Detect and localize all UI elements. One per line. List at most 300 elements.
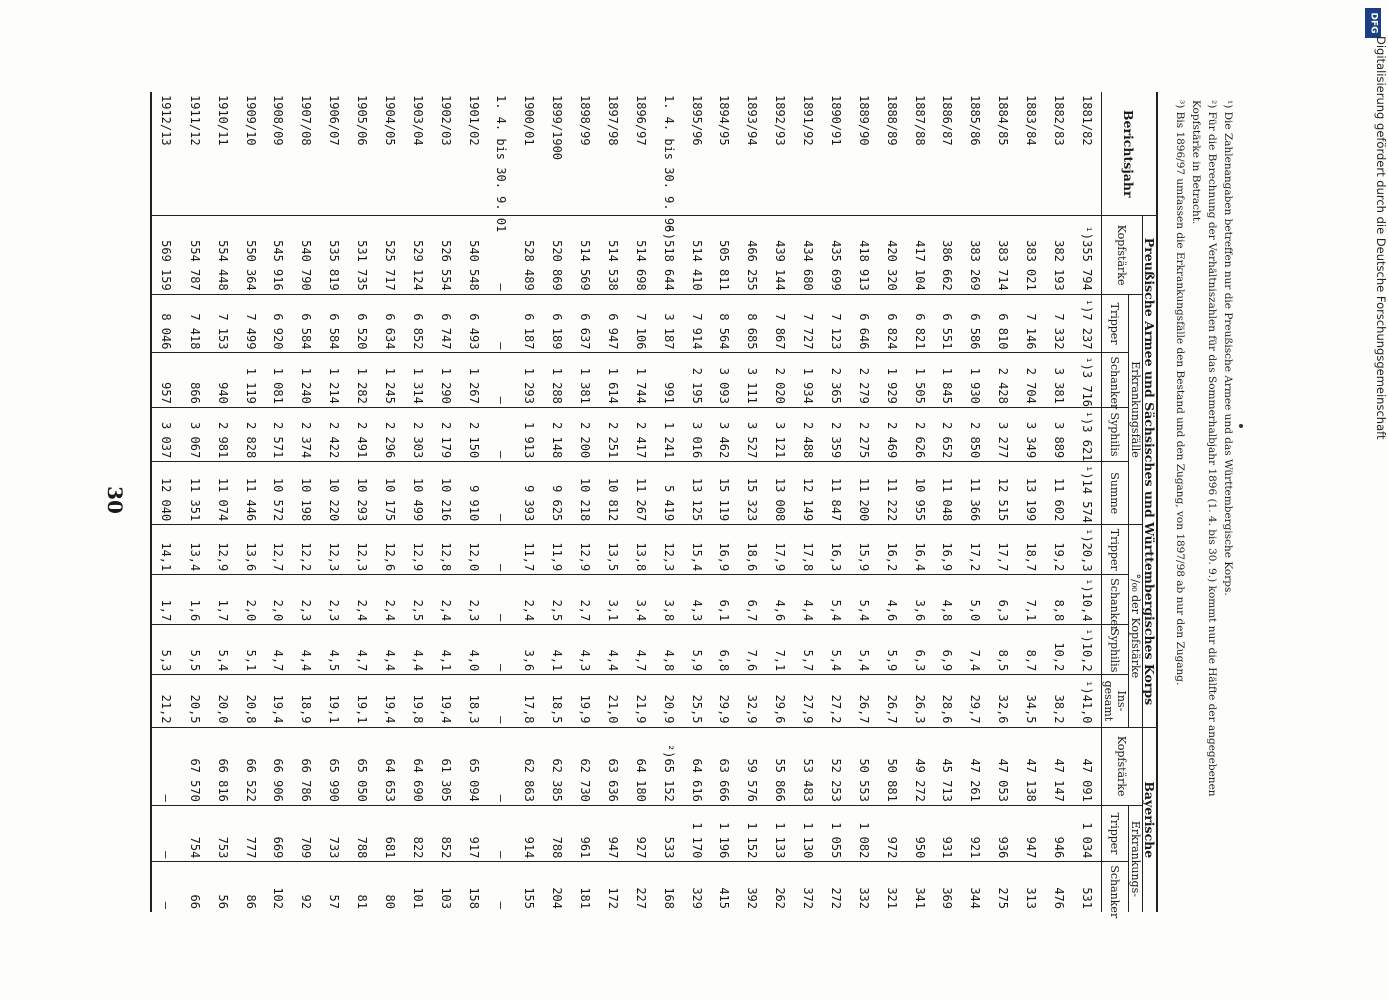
cell-bsc: 102 [271, 887, 286, 909]
table-row [487, 92, 515, 912]
cell-tr: 6 189 [543, 294, 571, 353]
cell-btr: 946 [1045, 805, 1073, 862]
cell-tr: 6 637 [571, 294, 599, 353]
cell-ptr: ¹)20,3 [1073, 525, 1102, 575]
cell-bsc: 531 [1079, 887, 1094, 909]
cell-tr: 6 824 [878, 294, 906, 353]
cell-ks: 531 735 [348, 216, 376, 294]
cell-psy: 4,7 [348, 625, 376, 675]
cell-btr: 822 [404, 805, 432, 862]
cell-ks: 569 159 [151, 216, 181, 294]
cell-sc: 1 288 [543, 353, 571, 407]
cell-su: 10 572 [264, 462, 292, 525]
cell-bks: — [151, 727, 181, 805]
year-cell: 1897/98 [599, 92, 627, 216]
cell-sy: 2 359 [822, 407, 850, 461]
year-cell: 1904/05 [376, 92, 404, 216]
cell-ptr: 16,3 [822, 525, 850, 575]
cell-bsc: 272 [828, 887, 843, 909]
table-row [348, 92, 376, 912]
cell-psy: 5,7 [794, 625, 822, 675]
cell-ptr: 12,3 [348, 525, 376, 575]
cell-sc: 2 365 [822, 353, 850, 407]
cell-pins: 32,9 [738, 675, 766, 727]
cell-bsc: 313 [1024, 887, 1039, 909]
cell-ks: 529 124 [404, 216, 432, 294]
cell-ks: 383 714 [989, 216, 1017, 294]
cell-tr: — [487, 294, 515, 353]
cell-ptr: — [487, 525, 515, 575]
cell-ks: 420 320 [878, 216, 906, 294]
cell-su: 13 008 [766, 462, 794, 525]
cell-sc: 940 [209, 353, 237, 407]
cell-tr: 7 123 [822, 294, 850, 353]
cell-psc: 4,6 [766, 575, 794, 625]
year-cell: 1882/83 [1045, 92, 1073, 216]
cell-sc: 991 [655, 353, 683, 407]
cell-psc: 6,7 [738, 575, 766, 625]
cell-sc: 2 279 [850, 353, 878, 407]
cell-psy: 4,4 [376, 625, 404, 675]
cell-ks: 505 811 [710, 216, 738, 294]
cell-tr: 6 810 [989, 294, 1017, 353]
cell-sy: — [487, 407, 515, 461]
cell-tr: 6 947 [599, 294, 627, 353]
cell-pins: — [487, 675, 515, 727]
year-cell: 1900/01 [515, 92, 543, 216]
cell-ptr: 11,9 [543, 525, 571, 575]
cell-su: 9 910 [460, 462, 488, 525]
table-row [1073, 92, 1102, 912]
year-cell: 1890/91 [822, 92, 850, 216]
year-cell: 1903/04 [404, 92, 432, 216]
table-row [460, 92, 488, 912]
footnote-1: ¹) Die Zahlenangaben betreffen nur die Preußische Armee und das Württembergische Korps. [1222, 100, 1234, 596]
cell-bks: 64 616 [683, 727, 711, 805]
cell-tr: 6 852 [404, 294, 432, 353]
cell-su: 10 175 [376, 462, 404, 525]
cell-pins: 38,2 [1045, 675, 1073, 727]
cell-psc: 3,4 [627, 575, 655, 625]
cell-ptr: 12,0 [460, 525, 488, 575]
table-row [571, 92, 599, 912]
cell-bsc: 227 [633, 887, 648, 909]
cell-btr: 914 [515, 805, 543, 862]
cell-ks: 514 538 [599, 216, 627, 294]
cell-ptr: 17,7 [989, 525, 1017, 575]
year-cell: 1911/12 [181, 92, 209, 216]
cell-pins: 20,9 [655, 675, 683, 727]
year-cell: 1902/03 [432, 92, 460, 216]
cell-su: 11 222 [878, 462, 906, 525]
cell-sy: 2 469 [878, 407, 906, 461]
cell-btr: 788 [348, 805, 376, 862]
cell-psy: — [487, 625, 515, 675]
cell-sy: 2 417 [627, 407, 655, 461]
cell-su: 11 847 [822, 462, 850, 525]
cell-su: 5 419 [655, 462, 683, 525]
cell-tr: 7 146 [1017, 294, 1045, 353]
cell-pins: 21,2 [151, 675, 181, 727]
cell-ptr: 12,2 [292, 525, 320, 575]
year-cell: 1908/09 [264, 92, 292, 216]
year-cell: 1896/97 [627, 92, 655, 216]
cell-ptr: 14,1 [151, 525, 181, 575]
cell-ks: 528 489 [515, 216, 543, 294]
cell-psy: 4,4 [599, 625, 627, 675]
cell-btr: 950 [906, 805, 934, 862]
cell-btr: 936 [989, 805, 1017, 862]
cell-btr: 1 133 [766, 805, 794, 862]
cell-sy: 3 527 [738, 407, 766, 461]
cell-bks: 50 553 [850, 727, 878, 805]
cell-psc: 3,8 [655, 575, 683, 625]
cell-su: 13 199 [1017, 462, 1045, 525]
cell-psc: 3,1 [599, 575, 627, 625]
cell-ks: 540 790 [292, 216, 320, 294]
cell-tr: 6 551 [933, 294, 961, 353]
cell-psy: 8,5 [989, 625, 1017, 675]
year-cell: 1. 4. bis 30. 9. 01 [487, 92, 515, 216]
statistics-table [150, 92, 1158, 919]
cell-pins: 19,1 [320, 675, 348, 727]
cell-psc: ¹)10,4 [1073, 575, 1102, 625]
cell-su: 10 220 [320, 462, 348, 525]
cell-psc: 2,3 [460, 575, 488, 625]
cell-psc: 1,7 [209, 575, 237, 625]
cell-tr: 6 747 [432, 294, 460, 353]
cell-psc: 2,0 [264, 575, 292, 625]
cell-sy: 2 275 [850, 407, 878, 461]
table-row [404, 92, 432, 912]
year-cell: 1906/07 [320, 92, 348, 216]
cell-su: 10 499 [404, 462, 432, 525]
cell-ptr: 15,9 [850, 525, 878, 575]
cell-su: 10 293 [348, 462, 376, 525]
year-cell: 1881/82 [1073, 92, 1102, 216]
cell-tr: 6 187 [515, 294, 543, 353]
cell-sc: 1 081 [264, 353, 292, 407]
cell-pins: ¹)41,0 [1073, 675, 1102, 727]
cell-pins: 25,5 [683, 675, 711, 727]
cell-pins: 19,4 [376, 675, 404, 727]
cell-bks: 55 866 [766, 727, 794, 805]
table-row [264, 92, 292, 912]
cell-sc: 1 505 [906, 353, 934, 407]
cell-psy: 10,2 [1045, 625, 1073, 675]
cell-tr: 8 564 [710, 294, 738, 353]
promille-tripper-header: Tripper [1102, 525, 1129, 575]
cell-pins: 19,9 [571, 675, 599, 727]
table-row [292, 92, 320, 912]
cell-sy: 2 150 [460, 407, 488, 461]
cell-tr: 3 187 [655, 294, 683, 353]
cell-sy: 2 488 [794, 407, 822, 461]
year-cell: 1885/86 [961, 92, 989, 216]
cell-su: — [487, 462, 515, 525]
cell-su: 10 812 [599, 462, 627, 525]
cell-ptr: 12,6 [376, 525, 404, 575]
table-row [878, 92, 906, 912]
cell-psc: 8,8 [1045, 575, 1073, 625]
cell-psc: — [487, 575, 515, 625]
cell-btr: 1 130 [794, 805, 822, 862]
cell-bsc: 321 [884, 887, 899, 909]
cell-su: 12 149 [794, 462, 822, 525]
cell-sy: 2 422 [320, 407, 348, 461]
cell-bsc: 103 [438, 887, 453, 909]
statistics-table-wrap [150, 92, 1158, 919]
cell-sc: 1 282 [348, 353, 376, 407]
table-row [432, 92, 460, 912]
cell-ptr: 13,5 [599, 525, 627, 575]
cell-psy: 5,1 [237, 625, 265, 675]
cell-tr: 8 685 [738, 294, 766, 353]
cell-ks: 535 819 [320, 216, 348, 294]
cell-psy: 4,3 [571, 625, 599, 675]
cell-btr: 921 [961, 805, 989, 862]
cell-sy: 2 200 [571, 407, 599, 461]
cell-tr: 6 520 [348, 294, 376, 353]
table-row [151, 92, 181, 912]
cell-btr: 927 [627, 805, 655, 862]
cell-btr: 972 [878, 805, 906, 862]
cell-tr: 7 418 [181, 294, 209, 353]
cell-psy: 5,4 [209, 625, 237, 675]
cell-sc: ¹)3 716 [1073, 353, 1102, 407]
cell-sc: 1 293 [515, 353, 543, 407]
digitization-note: Digitalisierung gefördert durch die Deutsche Forschungsgemeinschaft [1374, 36, 1388, 440]
cell-tr: 7 499 [237, 294, 265, 353]
table-row [738, 92, 766, 912]
cell-bsc: 341 [912, 887, 927, 909]
cell-ks: ²)518 644 [655, 216, 683, 294]
table-row [655, 92, 683, 912]
cell-sy: 2 828 [237, 407, 265, 461]
cell-psc: 3,6 [906, 575, 934, 625]
cell-psc: 2,7 [571, 575, 599, 625]
cell-ptr: 13,8 [627, 525, 655, 575]
cell-tr: 6 920 [264, 294, 292, 353]
cell-tr: 7 914 [683, 294, 711, 353]
cell-pins: 20,0 [209, 675, 237, 727]
cell-ks: 526 554 [432, 216, 460, 294]
cell-psc: 6,1 [710, 575, 738, 625]
cell-sc: 1 934 [794, 353, 822, 407]
table-row [181, 92, 209, 912]
cell-ks: — [487, 216, 515, 294]
cell-sc: 2 020 [766, 353, 794, 407]
cell-ks: 550 364 [237, 216, 265, 294]
cell-sc: 2 195 [683, 353, 711, 407]
cell-sy: 2 296 [376, 407, 404, 461]
cell-ptr: 16,9 [710, 525, 738, 575]
cell-bks: 66 522 [237, 727, 265, 805]
page-dot [1239, 424, 1243, 428]
cell-su: 15 323 [738, 462, 766, 525]
year-cell: 1891/92 [794, 92, 822, 216]
promille-schanker-header: Schanker [1102, 575, 1129, 625]
cell-btr: 681 [376, 805, 404, 862]
cell-bsc: 172 [605, 887, 620, 909]
cell-su: 11 048 [933, 462, 961, 525]
table-row [209, 92, 237, 912]
cell-sy: 1 913 [515, 407, 543, 461]
cell-sc: 2 428 [989, 353, 1017, 407]
cell-bks: 50 881 [878, 727, 906, 805]
cell-bsc: 262 [773, 887, 788, 909]
cell-bks: 61 305 [432, 727, 460, 805]
year-cell: 1901/02 [460, 92, 488, 216]
table-row [320, 92, 348, 912]
cell-sc: 866 [181, 353, 209, 407]
table-row [766, 92, 794, 912]
cell-psy: 6,3 [906, 625, 934, 675]
cell-pins: 19,4 [264, 675, 292, 727]
cell-tr: ¹)7 237 [1073, 294, 1102, 353]
cell-bsc: 372 [801, 887, 816, 909]
cell-bsc: 92 [299, 894, 314, 909]
cell-sc: 1 930 [961, 353, 989, 407]
cell-bsc: 204 [550, 887, 565, 909]
cell-bks: 47 138 [1017, 727, 1045, 805]
cell-ks: 418 913 [850, 216, 878, 294]
cell-bsc: 332 [856, 887, 871, 909]
table-row [627, 92, 655, 912]
cell-pins: 26,7 [878, 675, 906, 727]
cell-tr: 6 586 [961, 294, 989, 353]
cell-tr: 6 584 [292, 294, 320, 353]
cell-tr: 7 867 [766, 294, 794, 353]
table-row [906, 92, 934, 912]
cell-ks: 554 448 [209, 216, 237, 294]
cell-pins: 20,8 [237, 675, 265, 727]
cell-su: 9 625 [543, 462, 571, 525]
cell-tr: 8 046 [151, 294, 181, 353]
cell-su: 11 602 [1045, 462, 1073, 525]
cell-pins: 26,7 [850, 675, 878, 727]
cell-psc: 2,3 [320, 575, 348, 625]
cell-ptr: 16,2 [878, 525, 906, 575]
cell-pins: 17,8 [515, 675, 543, 727]
promille-header: °/₀₀ der Kopfstärke [1129, 525, 1143, 727]
cell-ptr: 17,8 [794, 525, 822, 575]
cell-sy: 3 277 [989, 407, 1017, 461]
cell-psy: 4,7 [264, 625, 292, 675]
cell-sy: 2 179 [432, 407, 460, 461]
cell-psy: 4,7 [627, 625, 655, 675]
cell-btr: 754 [181, 805, 209, 862]
cell-bsc: 392 [745, 887, 760, 909]
table-row [850, 92, 878, 912]
cell-psc: 5,4 [822, 575, 850, 625]
cell-tr: 6 584 [320, 294, 348, 353]
cell-ptr: 12,3 [320, 525, 348, 575]
cell-bsc: 56 [215, 894, 230, 909]
cell-bks: 47 261 [961, 727, 989, 805]
cell-psy: 6,9 [933, 625, 961, 675]
year-cell: 1907/08 [292, 92, 320, 216]
cell-sc: 1 929 [878, 353, 906, 407]
cell-ptr: 12,9 [571, 525, 599, 575]
cell-ks: 540 548 [460, 216, 488, 294]
cell-bks: 59 576 [738, 727, 766, 805]
cell-psc: 4,3 [683, 575, 711, 625]
cell-pins: 29,7 [961, 675, 989, 727]
cell-ptr: 15,4 [683, 525, 711, 575]
cell-pins: 32,6 [989, 675, 1017, 727]
cell-sy: 2 303 [404, 407, 432, 461]
cell-sc: 1 381 [571, 353, 599, 407]
cell-sy: 2 148 [543, 407, 571, 461]
cell-bsc: 86 [243, 894, 258, 909]
cell-sy: 3 067 [181, 407, 209, 461]
cell-btr: — [487, 805, 515, 862]
table-row [376, 92, 404, 912]
cell-su: 15 119 [710, 462, 738, 525]
cell-btr: 947 [1017, 805, 1045, 862]
cell-sy: 3 121 [766, 407, 794, 461]
table-row [989, 92, 1017, 912]
cell-bsc: 101 [410, 887, 425, 909]
cell-btr: 947 [599, 805, 627, 862]
cell-bks: ²)65 152 [655, 727, 683, 805]
bavarian-tripper-header: Tripper [1102, 805, 1129, 862]
cell-btr: 1 152 [738, 805, 766, 862]
bavarian-erkrankungs-header: Erkrankungs- [1129, 805, 1143, 912]
cell-tr: 7 727 [794, 294, 822, 353]
table-row [822, 92, 850, 912]
cell-psy: 5,9 [683, 625, 711, 675]
cell-btr: 733 [320, 805, 348, 862]
promille-syphilis-header: Syphilis [1102, 625, 1129, 675]
year-cell: 1910/11 [209, 92, 237, 216]
cell-su: 12 515 [989, 462, 1017, 525]
page-number: 30 [103, 486, 127, 514]
cell-bks: — [487, 727, 515, 805]
cell-tr: 7 106 [627, 294, 655, 353]
cell-ptr: 19,2 [1045, 525, 1073, 575]
cell-ks: 545 916 [264, 216, 292, 294]
cell-btr: — [151, 805, 181, 862]
cell-ks: 382 193 [1045, 216, 1073, 294]
cell-bks: 62 385 [543, 727, 571, 805]
cell-su: 11 446 [237, 462, 265, 525]
cell-ptr: 12,7 [264, 525, 292, 575]
kopfstaerke-header: Kopfstärke [1102, 216, 1143, 294]
cell-psc: 2,4 [515, 575, 543, 625]
cell-ptr: 17,9 [766, 525, 794, 575]
cell-psc: 6,3 [989, 575, 1017, 625]
year-cell: 1894/95 [710, 92, 738, 216]
cell-pins: 29,9 [710, 675, 738, 727]
cell-bsc: 369 [940, 887, 955, 909]
cell-su: 11 267 [627, 462, 655, 525]
cell-bks: 65 990 [320, 727, 348, 805]
cell-psy: 4,1 [432, 625, 460, 675]
cell-ptr: 11,7 [515, 525, 543, 575]
cell-psc: 2,4 [348, 575, 376, 625]
cell-pins: 27,9 [794, 675, 822, 727]
cell-bks: 66 906 [264, 727, 292, 805]
cell-bsc: 158 [466, 887, 481, 909]
cell-btr: 669 [264, 805, 292, 862]
cell-sc: 1 314 [404, 353, 432, 407]
table-row [961, 92, 989, 912]
cell-ks: 520 869 [543, 216, 571, 294]
promille-insgesamt-header: Ins-gesamt [1102, 675, 1129, 727]
cell-bks: 64 180 [627, 727, 655, 805]
